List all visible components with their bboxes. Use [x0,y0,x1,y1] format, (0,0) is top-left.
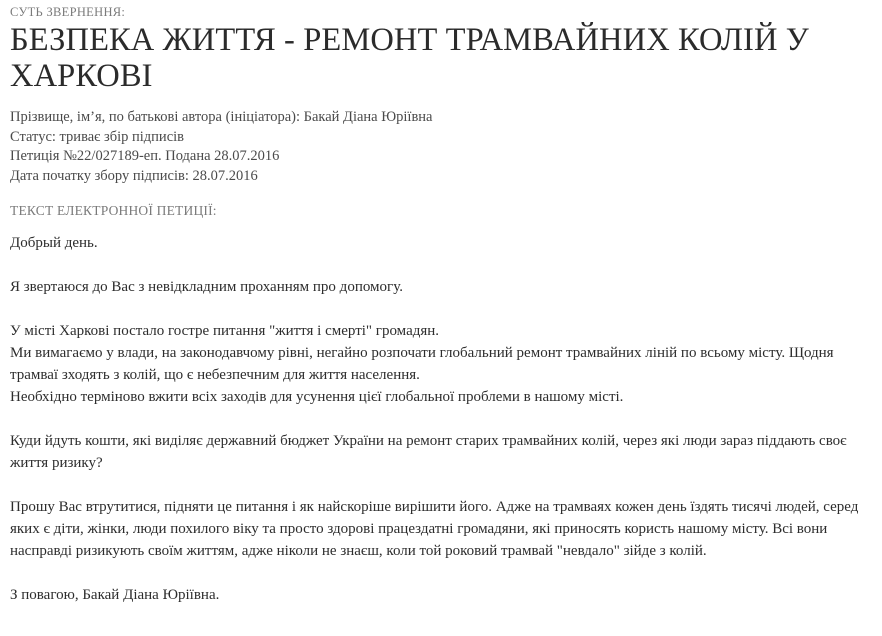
paragraph-appeal: Прошу Вас втрутитися, підняти це питання і як найскоріше вирішити його. Адже на трамваях кожен день їздять тисячі людей, серед яких є діти, жінки, люди похилого віку та просто здорові працездатні громадяни, які приносять користь нашому місту. Всі вони насправді ризикують своїм життям, адже ніколи не знаєш, коли той роковий трамвай "невдало" зійде з колій. [10,499,859,560]
petition-status-line: Статус: триває збір підписів [10,128,185,145]
paragraph-intro: Я звертаюся до Вас з невідкладним проханням про допомогу. [10,279,403,296]
problem-line-1: У місті Харкові постало гостре питання "життя і смерті" громадян. [10,323,440,340]
petition-text-section-label: ТЕКСТ ЕЛЕКТРОННОЇ ПЕТИЦІЇ: [10,203,217,219]
paragraph-problem [10,320,870,408]
paragraph-signature: З повагою, Бакай Діана Юріївна. [10,587,220,604]
petition-author-line: Прізвище, ім’я, по батькові автора (ініціатора): Бакай Діана Юріївна [10,109,433,125]
paragraph-greeting: Добрый день. [10,235,98,252]
section-eyebrow-label: СУТЬ ЗВЕРНЕННЯ: [10,5,126,19]
petition-start-date-line: Дата початку збору підписів: 28.07.2016 [10,167,258,184]
problem-line-3: Необхідно терміново вжити всіх заходів для усунення цієї глобальної проблеми в нашому місті. [10,389,624,406]
petition-body [10,232,870,606]
problem-line-2: Ми вимагаємо у влади, на законодавчому рівні, негайно розпочати глобальний ремонт трамвайних ліній по всьому місту. Щодня трамваї зходять з колій, що є небезпечним для життя населення. [10,345,834,384]
page-title: БЕЗПЕКА ЖИТТЯ - РЕМОНТ ТРАМВАЙНИХ КОЛІЙ У ХАРКОВІ [10,22,809,94]
petition-number-line: Петиція №22/027189-еп. Подана 28.07.2016 [10,148,280,165]
petition-metadata [10,108,870,186]
paragraph-question: Куди йдуть кошти, які виділяє державний бюджет України на ремонт старих трамвайних колій, через які люди зараз піддають своє життя ризику? [10,433,847,472]
